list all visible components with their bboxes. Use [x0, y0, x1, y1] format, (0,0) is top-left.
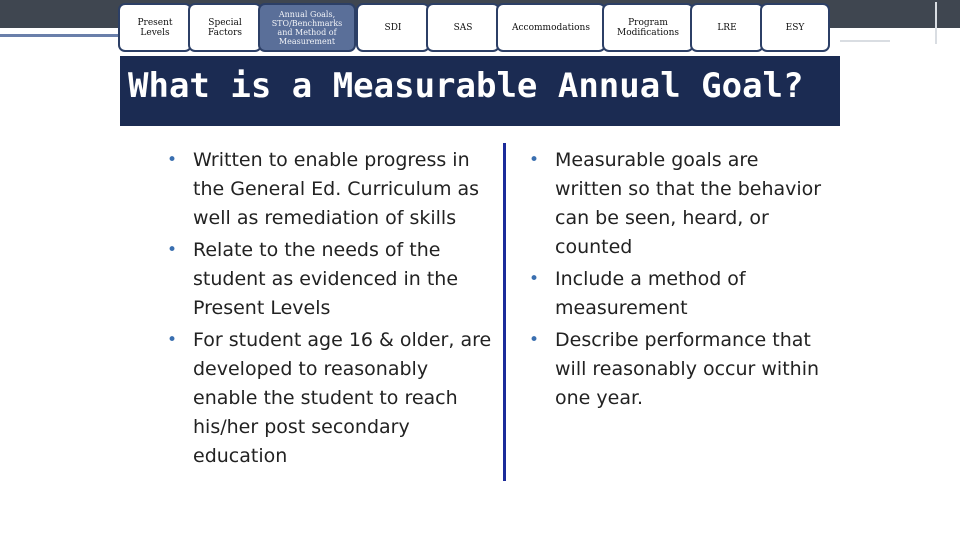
top-accent-line — [0, 34, 122, 37]
list-item: • For student age 16 & older, are developed to reasonably enable the student to reach his/her post secondary education — [167, 326, 497, 471]
left-column — [167, 146, 497, 474]
list-item: • Include a method of measurement — [529, 265, 829, 323]
tab-annual-goals[interactable]: Annual Goals, STO/Benchmarks and Method of Measurement — [258, 3, 356, 52]
list-item: • Relate to the needs of the student as evidenced in the Present Levels — [167, 236, 497, 323]
list-item: • Measurable goals are written so that the behavior can be seen, heard, or counted — [529, 146, 829, 262]
list-item: • Written to enable progress in the General Ed. Curriculum as well as remediation of skills — [167, 146, 497, 233]
bullet-icon: • — [529, 330, 540, 350]
tab-sdi[interactable]: SDI — [356, 3, 430, 52]
tab-lre[interactable]: LRE — [690, 3, 764, 52]
list-item: • Describe performance that will reasonably occur within one year. — [529, 326, 829, 413]
bullet-icon: • — [529, 150, 540, 170]
right-column — [529, 146, 829, 416]
tab-special-factors[interactable]: Special Factors — [188, 3, 262, 52]
bullet-icon: • — [167, 240, 178, 260]
bullet-icon: • — [167, 330, 178, 350]
corner-decoration-line — [840, 40, 890, 42]
slide-title: What is a Measurable Annual Goal? — [128, 66, 804, 106]
column-divider — [503, 143, 506, 481]
tab-accommodations[interactable]: Accommodations — [496, 3, 606, 52]
corner-decoration — [935, 2, 937, 44]
tab-program-modifications[interactable]: Program Modifications — [602, 3, 694, 52]
bullet-icon: • — [529, 269, 540, 289]
tab-present-levels[interactable]: Present Levels — [118, 3, 192, 52]
tab-esy[interactable]: ESY — [760, 3, 830, 52]
bullet-icon: • — [167, 150, 178, 170]
tab-sas[interactable]: SAS — [426, 3, 500, 52]
